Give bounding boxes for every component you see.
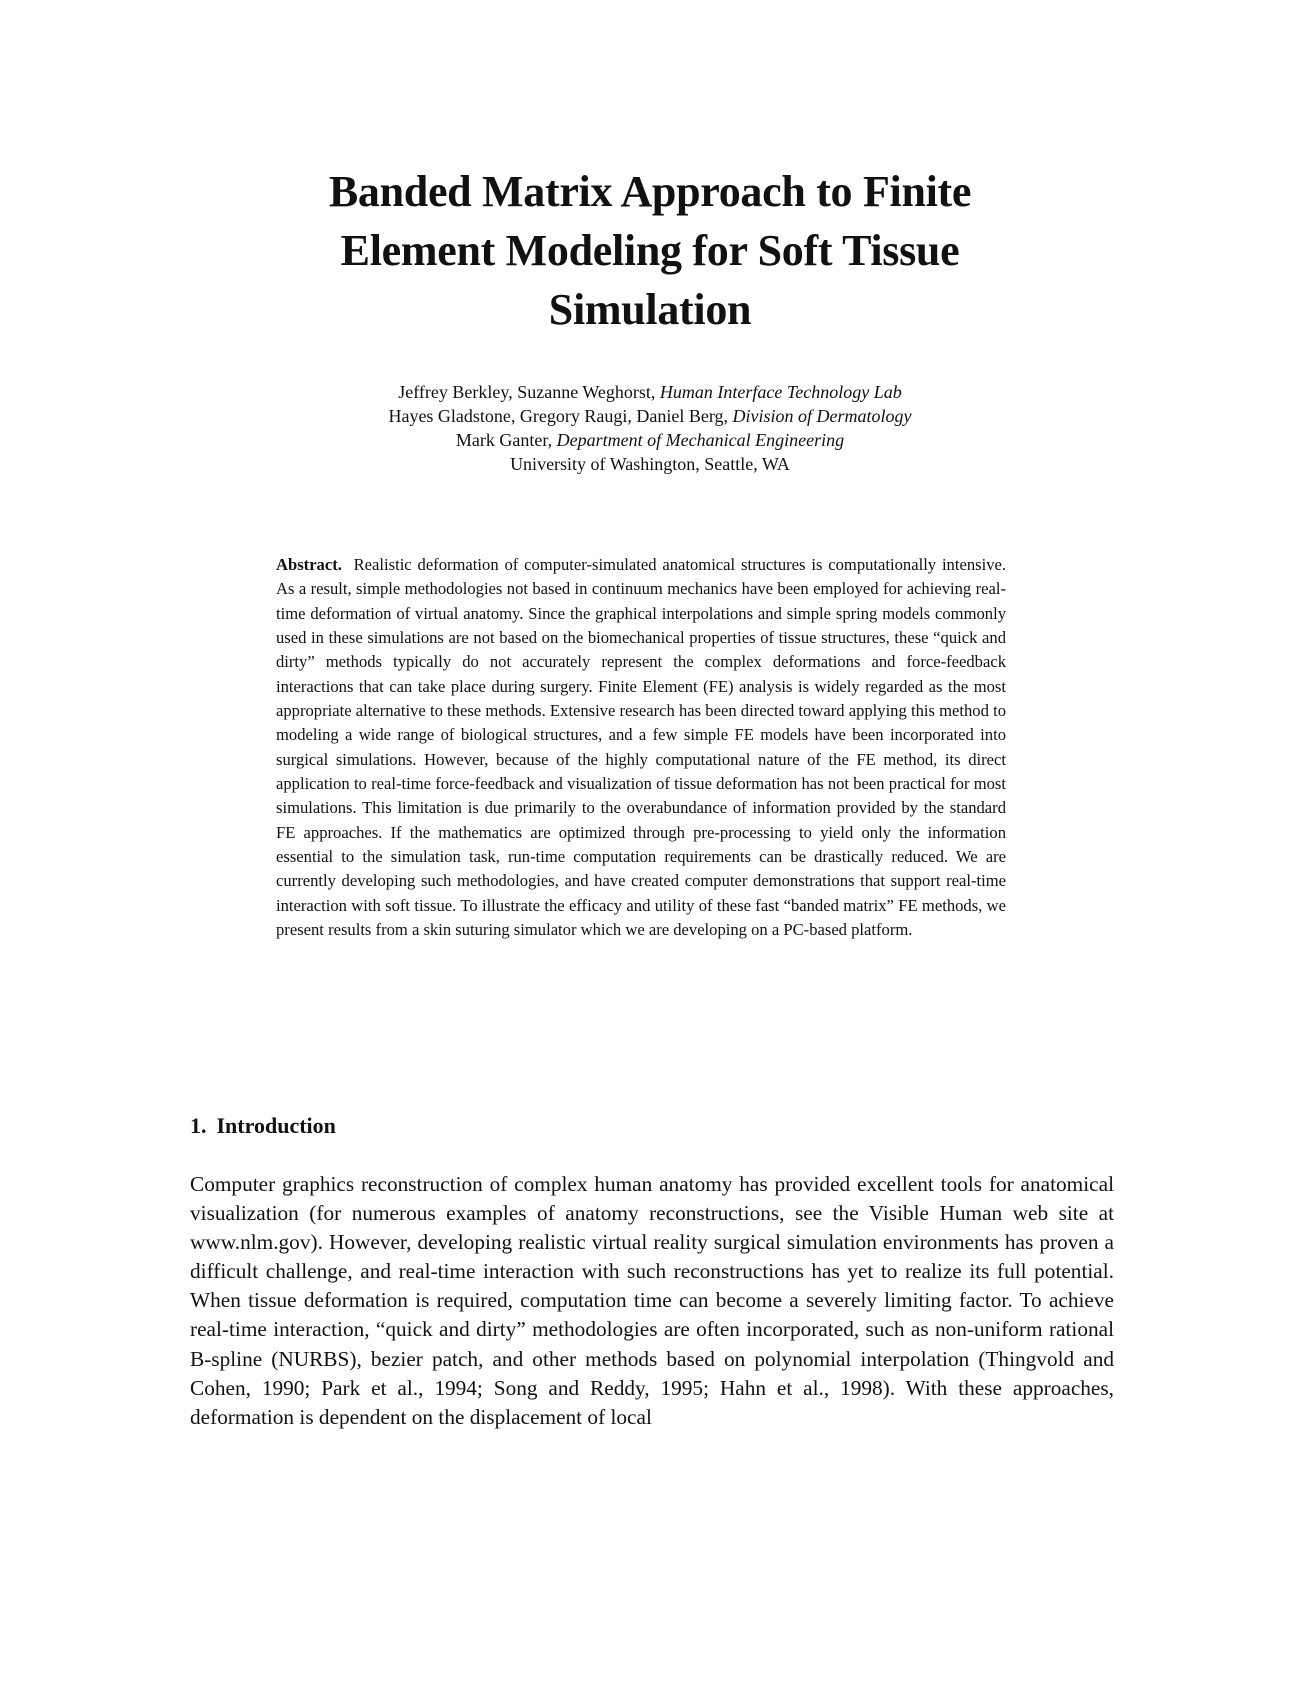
institution: University of Washington, Seattle, WA: [510, 454, 790, 474]
body-paragraph: Computer graphics reconstruction of complex human anatomy has provided excellent tools for anatomical visualization (for numerous examples of anatomy reconstructions, see the Visible Human web site at www.nlm.gov). However, developing realistic virtual reality surgical simulation environments has proven a difficult challenge, and real-time interaction with such reconstructions has yet to realize its full potential. When tissue deformation is required, computation time can become a severely limiting factor. To achieve real-time interaction, “quick and dirty” methodologies are often incorporated, such as non-uniform rational B-spline (NURBS), bezier patch, and other methods based on polynomial interpolation (Thingvold and Cohen, 1990; Park et al., 1994; Song and Reddy, 1995; Hahn et al., 1998). With these approaches, deformation is dependent on the displacement of local: [190, 1172, 1114, 1429]
section-number: 1.: [190, 1113, 207, 1138]
author-affiliation: Department of Mechanical Engineering: [556, 430, 845, 450]
author-names: Mark Ganter,: [455, 430, 553, 450]
author-names: Hayes Gladstone, Gregory Raugi, Daniel Berg,: [388, 406, 729, 426]
title-line: Simulation: [548, 285, 752, 334]
author-line: [230, 428, 1070, 452]
abstract-text: Realistic deformation of computer-simulated anatomical structures is computationally intensive. As a result, simple methodologies not based in continuum mechanics have been employed for achieving real-time deformation of virtual anatomy. Since the graphical interpolations and simple spring models commonly used in these simulations are not based on the biomechanical properties of tissue structures, these “quick and dirty” methods typically do not accurately represent the complex deformations and force-feedback interactions that can take place during surgery. Finite Element (FE) analysis is widely regarded as the most appropriate alternative to these methods. Extensive research has been directed toward applying this method to modeling a wide range of biological structures, and a few simple FE models have been incorporated into surgical simulations. However, because of the highly computational nature of the FE method, its direct application to real-time force-feedback and visualization of tissue deformation has not been practical for most simulations. This limitation is due primarily to the overabundance of information provided by the standard FE approaches. If the mathematics are optimized through pre-processing to yield only the information essential to the simulation task, run-time computation requirements can be drastically reduced. We are currently developing such methodologies, and have created computer demonstrations that support real-time interaction with soft tissue. To illustrate the efficacy and utility of these fast “banded matrix” FE methods, we present results from a skin suturing simulator which we are developing on a PC-based platform.: [276, 555, 1007, 940]
title-line: Banded Matrix Approach to Finite: [328, 167, 972, 216]
author-line: [230, 380, 1070, 404]
section-heading: [190, 1112, 336, 1140]
author-affiliation: Division of Dermatology: [732, 406, 912, 426]
title-line: Element Modeling for Soft Tissue: [340, 226, 960, 275]
section-title: Introduction: [216, 1113, 336, 1138]
author-line: [230, 404, 1070, 428]
abstract: [276, 553, 1006, 943]
author-names: Jeffrey Berkley, Suzanne Weghorst,: [398, 382, 656, 402]
abstract-label: Abstract.: [276, 555, 342, 574]
author-block: [230, 380, 1070, 476]
paper-title: [230, 162, 1070, 339]
author-affiliation: Human Interface Technology Lab: [659, 382, 902, 402]
